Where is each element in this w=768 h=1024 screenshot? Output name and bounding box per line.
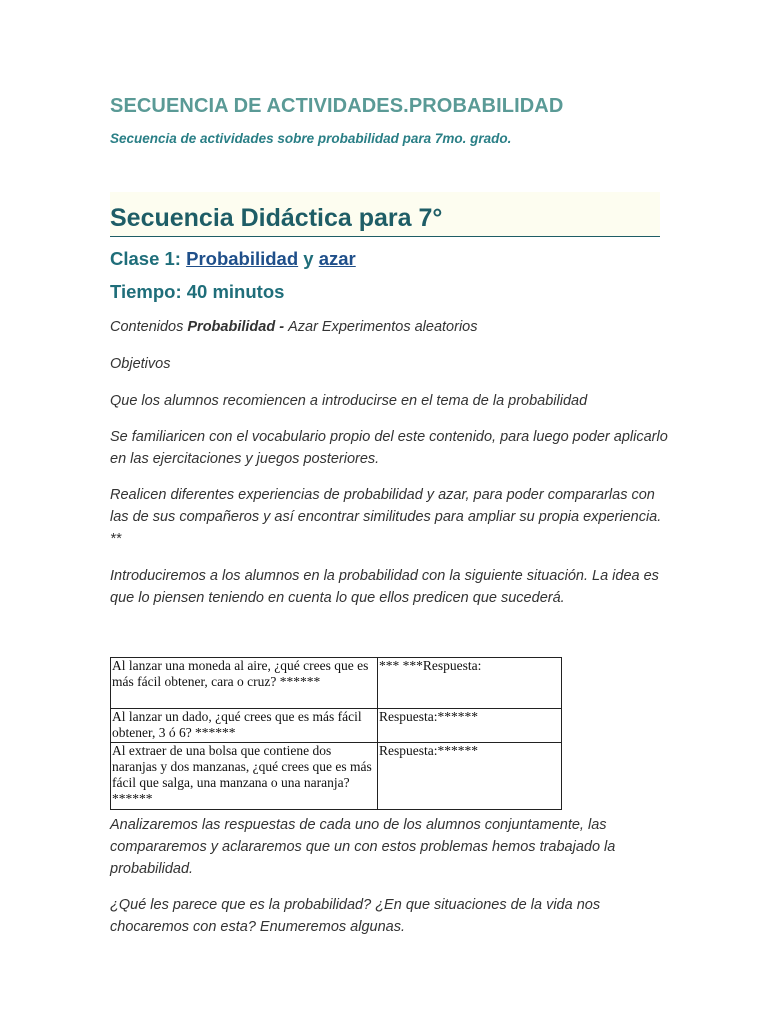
probabilidad-link[interactable]: Probabilidad bbox=[186, 248, 299, 269]
question-cell: Al extraer de una bolsa que contiene dos naranjas y dos manzanas, ¿qué crees que es más fácil que salga, una manzana o una naranja?****** bbox=[111, 743, 378, 810]
question-cell: Al lanzar un dado, ¿qué crees que es más fácil obtener, 3 ó 6? ****** bbox=[111, 709, 378, 743]
question-paragraph: ¿Qué les parece que es la probabilidad? ¿En que situaciones de la vida nos chocaremos con esta? Enumeremos algunas. bbox=[110, 897, 601, 935]
clase-heading bbox=[110, 248, 356, 270]
questions-table bbox=[110, 657, 562, 810]
objetivos-label: Objetivos bbox=[110, 356, 171, 372]
main-heading: Secuencia Didáctica para 7° bbox=[110, 204, 443, 232]
table-row bbox=[111, 709, 562, 743]
intro-paragraph: Introduciremos a los alumnos en la probabilidad con la siguiente situación. La idea es que lo piensen teniendo en cuenta lo que ellos predicen que sucederá. bbox=[110, 568, 659, 606]
document-subtitle: Secuencia de actividades sobre probabilidad para 7mo. grado. bbox=[110, 131, 512, 146]
contenidos-rest: Azar Experimentos aleatorios bbox=[288, 319, 478, 335]
answer-cell: Respuesta:****** bbox=[378, 743, 562, 810]
clase-prefix: Clase 1: bbox=[110, 248, 187, 269]
contenidos-line bbox=[110, 316, 670, 338]
contenidos-bold: Probabilidad - bbox=[187, 319, 289, 335]
contenidos-label: Contenidos bbox=[110, 319, 188, 335]
objective-paragraph-1: Que los alumnos recomiencen a introducirse en el tema de la probabilidad bbox=[110, 393, 588, 409]
question-cell: Al lanzar una moneda al aire, ¿qué crees que es más fácil obtener, cara o cruz? ****** bbox=[111, 658, 378, 709]
answer-cell: *** ***Respuesta: bbox=[378, 658, 562, 709]
answer-cell: Respuesta:****** bbox=[378, 709, 562, 743]
document-title: SECUENCIA DE ACTIVIDADES.PROBABILIDAD bbox=[110, 95, 564, 117]
azar-link[interactable]: azar bbox=[318, 248, 356, 269]
objective-paragraph-2: Se familiaricen con el vocabulario propio del este contenido, para luego poder aplicarlo en las ejercitaciones y juegos posteriores. bbox=[110, 429, 668, 467]
clase-connector: y bbox=[298, 248, 319, 269]
tiempo-heading: Tiempo: 40 minutos bbox=[110, 281, 285, 302]
table-row bbox=[111, 658, 562, 709]
analysis-paragraph: Analizaremos las respuestas de cada uno de los alumnos conjuntamente, las compararemos y aclararemos que un con estos problemas hemos trabajado la probabilidad. bbox=[110, 817, 616, 877]
table-row bbox=[111, 743, 562, 810]
objective-paragraph-3: Realicen diferentes experiencias de probabilidad y azar, para poder compararlas con las de sus compañeros y así encontrar similitudes para ampliar su propia experiencia. ** bbox=[110, 487, 662, 547]
